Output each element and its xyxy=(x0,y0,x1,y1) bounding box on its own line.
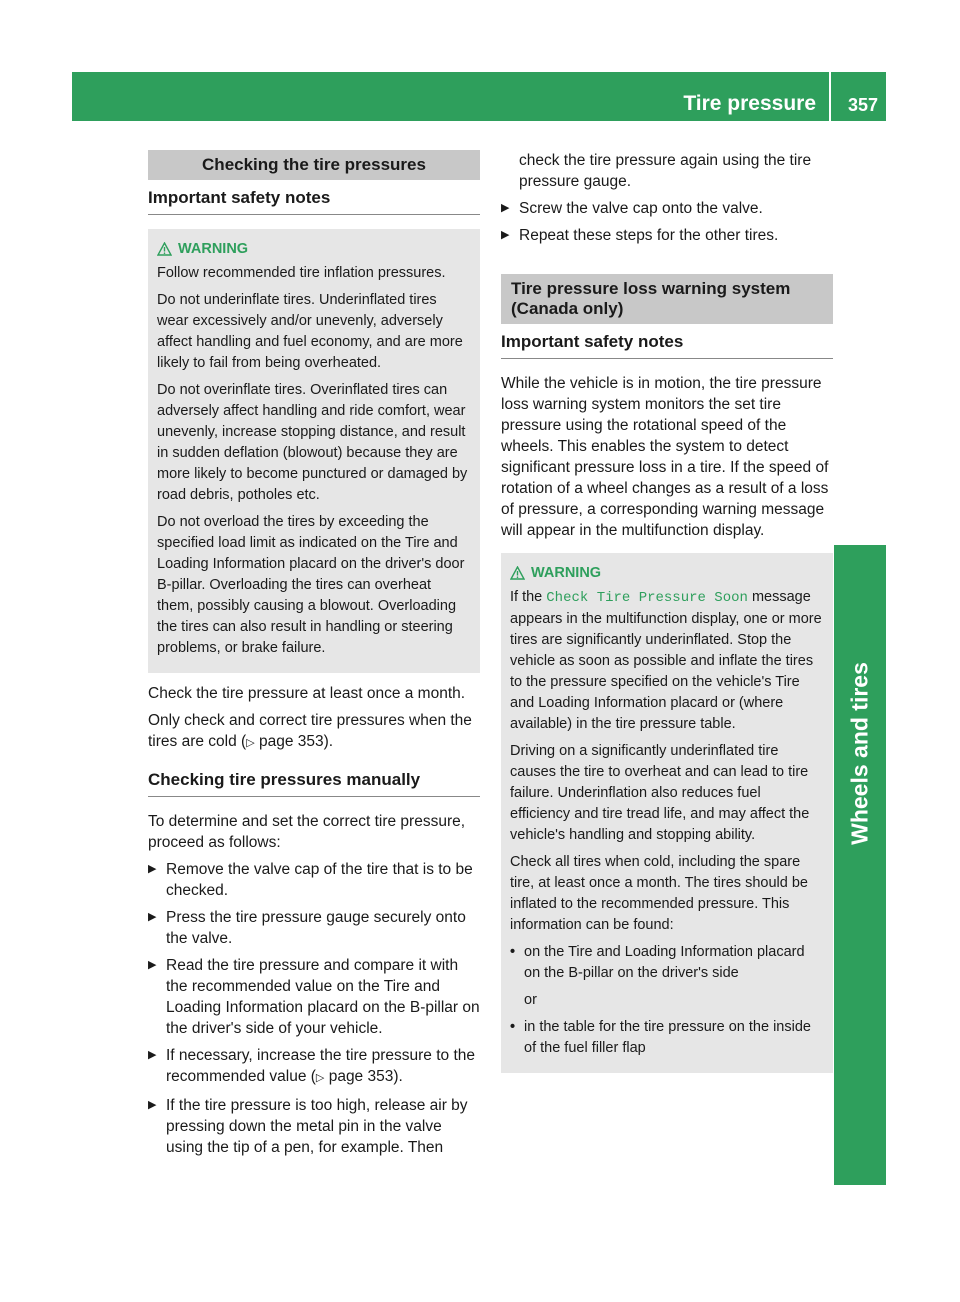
section-heading: Tire pressure loss warning system (Canada only) xyxy=(501,274,833,324)
page-ref-icon: ▷ xyxy=(315,1072,325,1084)
subheading: Important safety notes xyxy=(148,180,480,215)
step-continuation: check the tire pressure again using the tire pressure gauge. xyxy=(519,152,812,190)
step-arrow-icon: ▶ xyxy=(148,911,157,923)
warning-text: or xyxy=(524,992,537,1008)
warning-triangle-icon xyxy=(157,242,172,256)
step-arrow-icon: ▶ xyxy=(501,202,510,214)
step-item: ▶ If the tire pressure is too high, release air by pressing down the metal pin in the valve using the tip of a pen, for example. Then xyxy=(148,1097,468,1156)
page-header xyxy=(72,72,886,121)
step-item: ▶ If necessary, increase the tire pressure to the recommended value (▷ page 353). xyxy=(148,1045,480,1089)
body-text: To determine and set the correct tire pressure, proceed as follows: xyxy=(148,813,466,851)
warning-text: If the Check Tire Pressure Soon message appears in the multifunction display, one or more tires are significantly underinflated. Stop the vehicle as soon as possible and inflate the tires to the pressure specified on the vehicle's Tire and Loading Information placard or (where available) in the tire pressure table. xyxy=(510,589,822,732)
body-text: While the vehicle is in motion, the tire pressure loss warning system monitors the set tire pressure using the rotational speed of the wheels. This enables the system to detect significant pressure loss in a tire. If the speed of rotation of a wheel changes as a result of a loss of pressure, a corresponding warning message will appear in the multifunction display. xyxy=(501,375,829,539)
page-ref-icon: ▷ xyxy=(246,737,255,749)
body-text: Check the tire pressure at least once a month. xyxy=(148,685,466,702)
step-item: ▶ Read the tire pressure and compare it with the recommended value on the Tire and Loading Information placard on the B-pillar on the driver's side of your vehicle. xyxy=(148,957,480,1037)
step-item: ▶ Press the tire pressure gauge securely onto the valve. xyxy=(148,909,466,947)
subheading: Checking tire pressures manually xyxy=(148,762,480,797)
chapter-tab xyxy=(834,545,886,1185)
left-column xyxy=(148,150,480,1164)
warning-title: WARNING xyxy=(178,241,249,257)
warning-text: Follow recommended tire inflation pressures. xyxy=(157,265,446,281)
display-message: Check Tire Pressure Soon xyxy=(546,590,748,606)
header-divider xyxy=(829,72,831,121)
bullet-item: • in the table for the tire pressure on the inside of the fuel filler flap xyxy=(510,1017,824,1059)
step-item: ▶ Repeat these steps for the other tires. xyxy=(501,227,779,244)
bullet-icon: • xyxy=(510,1019,516,1035)
warning-text: Do not overload the tires by exceeding the specified load limit as indicated on the Tire and Loading Information placard on the driver's door B-pillar. Overloading the tires can overheat them, possibly causing a blowout. Overloading the tires can also result in handling or steering problems, or brake failure. xyxy=(157,514,465,656)
warning-box xyxy=(501,553,833,1073)
warning-title: WARNING xyxy=(531,565,602,581)
warning-text: Do not overinflate tires. Overinflated tires can adversely affect handling and ride comfort, wear unevenly, increase stopping distance, and result in sudden deflation (blowout) because they are more likely to become punctured or damaged by road debris, potholes etc. xyxy=(157,382,468,503)
warning-box xyxy=(148,229,480,673)
step-arrow-icon: ▶ xyxy=(148,1049,157,1061)
step-item: ▶ Screw the valve cap onto the valve. xyxy=(501,200,763,217)
step-arrow-icon: ▶ xyxy=(148,1099,157,1111)
step-arrow-icon: ▶ xyxy=(148,959,157,971)
bullet-item: • on the Tire and Loading Information placard on the B-pillar on the driver's side xyxy=(510,942,824,984)
subheading: Important safety notes xyxy=(501,324,833,359)
bullet-icon: • xyxy=(510,944,516,960)
section-heading: Checking the tire pressures xyxy=(148,150,480,180)
warning-text: Check all tires when cold, including the spare tire, at least once a month. The tires should be inflated to the recommended pressure. This information can be found: xyxy=(510,854,808,933)
step-arrow-icon: ▶ xyxy=(501,229,510,241)
chapter-tab-label: Wheels and tires xyxy=(846,662,873,845)
body-text: Only check and correct tire pressures when the tires are cold (▷ page 353). xyxy=(148,712,472,750)
step-item: ▶ Remove the valve cap of the tire that is to be checked. xyxy=(148,861,473,899)
right-column xyxy=(501,150,833,1083)
warning-text: Do not underinflate tires. Underinflated tires wear excessively and/or unevenly, adversely affect handling and fuel economy, and are more likely to fail from being overheated. xyxy=(157,292,463,371)
step-arrow-icon: ▶ xyxy=(148,863,157,875)
header-title: Tire pressure xyxy=(683,92,816,115)
warning-text: Driving on a significantly underinflated tire causes the tire to overheat and can lead to tire failure. Underinflation also reduces fuel efficiency and tire tread life, and may affect the vehicle's handling and stopping ability. xyxy=(510,743,810,843)
warning-triangle-icon xyxy=(510,566,525,580)
page-number: 357 xyxy=(847,95,878,115)
